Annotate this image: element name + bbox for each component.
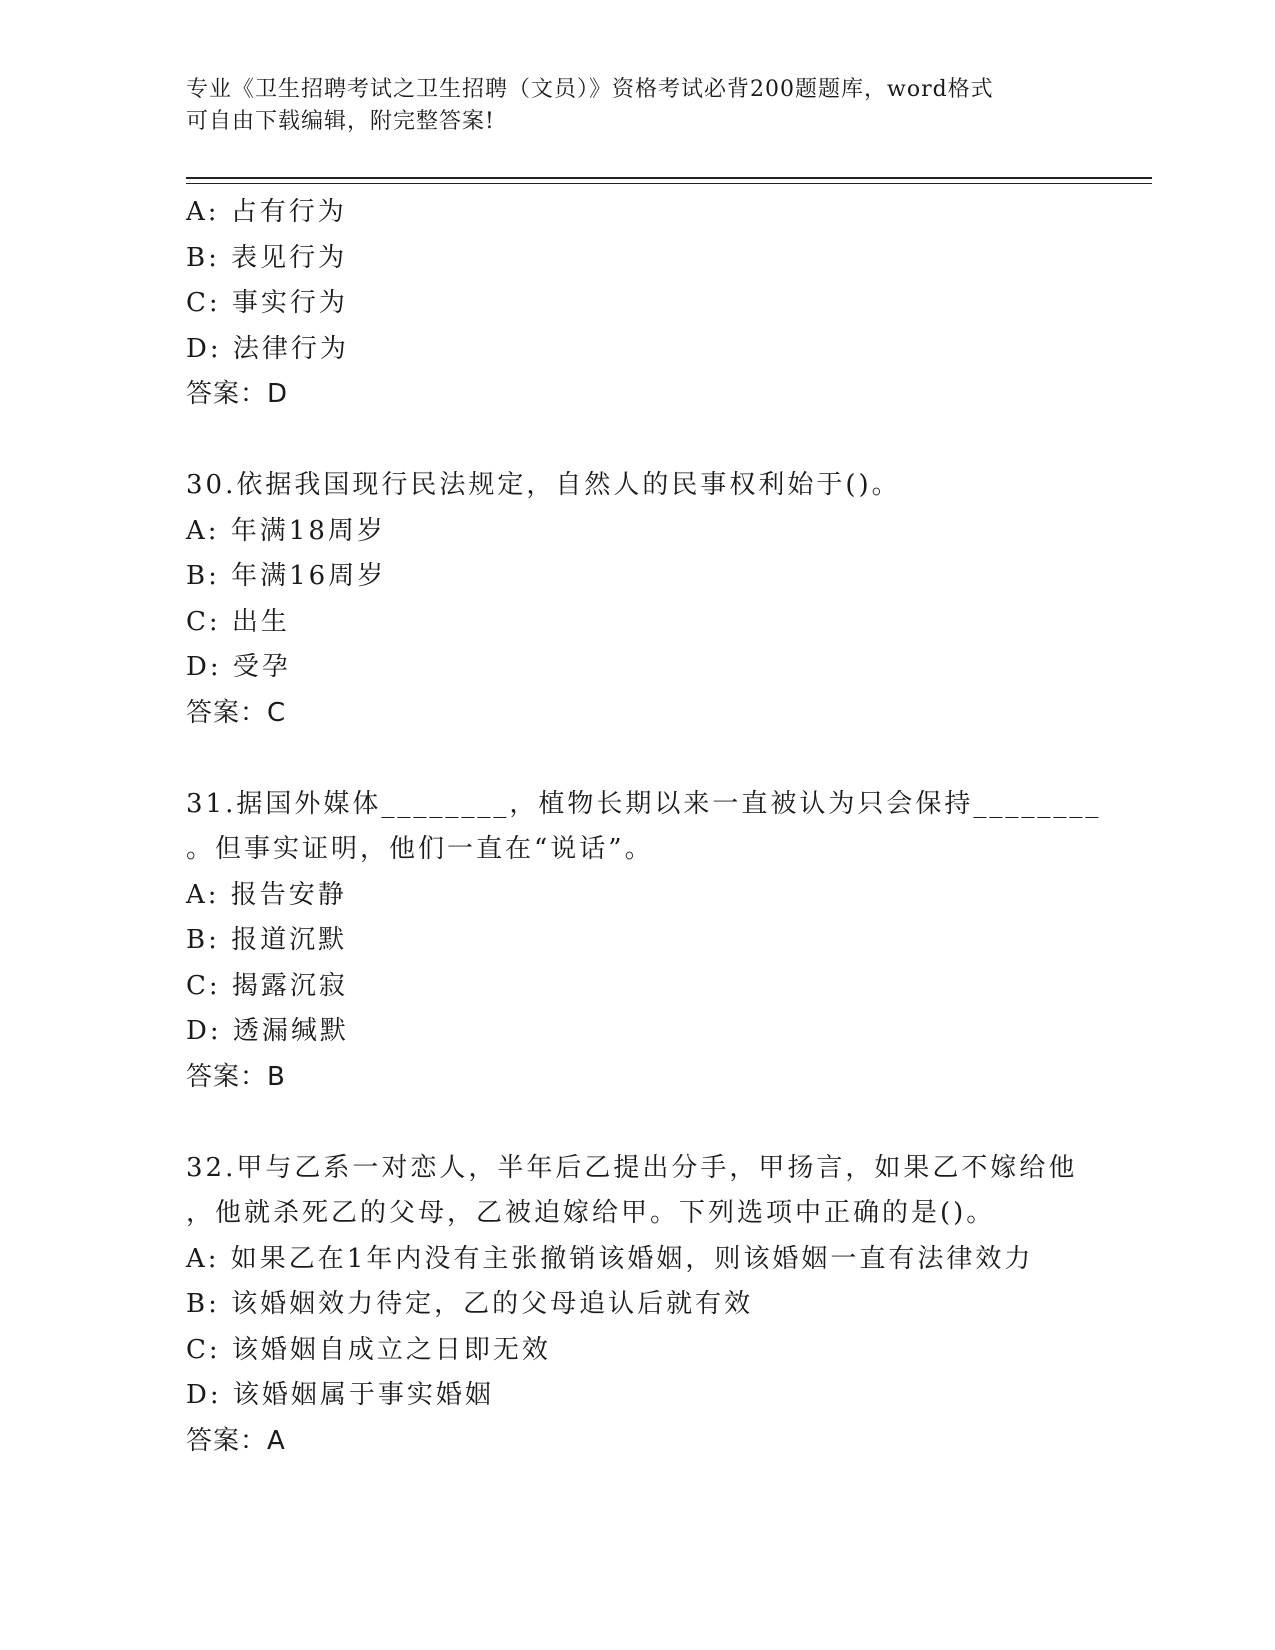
question-block-32 <box>186 1146 1152 1465</box>
question-block-31 <box>186 782 1152 1101</box>
option-c: C: 事实行为 <box>186 288 348 318</box>
spacer <box>186 418 1152 464</box>
option-d: D: 受孕 <box>186 652 291 682</box>
option-c: C: 该婚姻自成立之日即无效 <box>186 1334 551 1365</box>
option-d: D: 法律行为 <box>186 333 349 364</box>
header-line-2: 可自由下载编辑，附完整答案! <box>186 109 495 134</box>
option-b: B: 该婚姻效力待定，乙的父母追认后就有效 <box>186 1289 754 1319</box>
question-stem-continued: ，他就杀死乙的父母，乙被迫嫁给甲。下列选项中正确的是()。 <box>186 1198 996 1228</box>
option-a: A: 占有行为 <box>186 197 347 227</box>
header-line-1: 专业《卫生招聘考试之卫生招聘（文员）》资格考试必背200题题库，word格式 <box>186 77 994 102</box>
header-divider-thin <box>186 183 1152 184</box>
header-divider-thick <box>186 177 1152 179</box>
option-b: B: 年满16周岁 <box>186 561 387 591</box>
answer-line: 答案：A <box>186 1425 286 1456</box>
question-block-prev <box>186 190 1152 418</box>
document-header <box>186 74 1086 138</box>
question-stem-continued: 。但事实证明，他们一直在“说话”。 <box>186 834 654 864</box>
option-a: A: 年满18周岁 <box>186 515 386 546</box>
question-block-30 <box>186 463 1152 736</box>
option-d: D: 透漏缄默 <box>186 1016 349 1046</box>
spacer <box>186 1100 1152 1146</box>
option-b: B: 报道沉默 <box>186 925 348 955</box>
question-list <box>186 190 1152 1464</box>
answer-line: 答案：B <box>186 1061 286 1092</box>
option-b: B: 表见行为 <box>186 242 348 273</box>
answer-line: 答案：C <box>186 697 287 728</box>
option-c: C: 揭露沉寂 <box>186 970 348 1001</box>
option-a: A: 如果乙在1年内没有主张撤销该婚姻，则该婚姻一直有法律效力 <box>186 1243 1034 1274</box>
spacer <box>186 736 1152 782</box>
option-a: A: 报告安静 <box>186 879 347 910</box>
question-stem: 31.据国外媒体________，植物长期以来一直被认为只会保持________ <box>186 788 1102 819</box>
question-stem: 32.甲与乙系一对恋人，半年后乙提出分手，甲扬言，如果乙不嫁给他 <box>186 1152 1078 1183</box>
question-stem: 30.依据我国现行民法规定，自然人的民事权利始于()。 <box>186 470 901 500</box>
option-d: D: 该婚姻属于事实婚姻 <box>186 1380 494 1410</box>
option-c: C: 出生 <box>186 606 290 637</box>
answer-line: 答案：D <box>186 379 289 409</box>
